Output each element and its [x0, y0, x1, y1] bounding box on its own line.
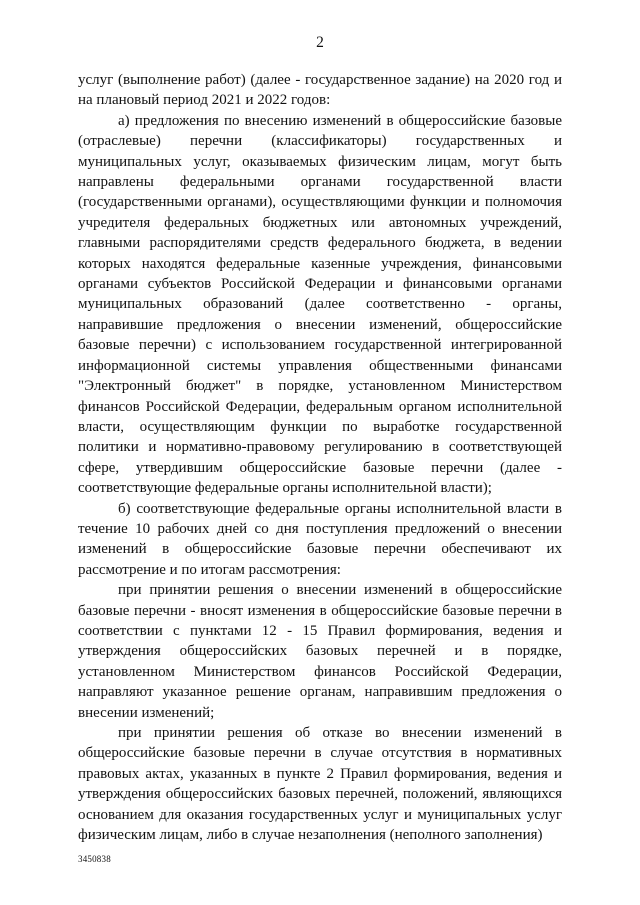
- paragraph-decision-accept: при принятии решения о внесении изменений в общероссийские базовые перечни - вносят изменения в общероссийские базовые перечни в соответствии с пунктами 12 - 15 Правил формирования, ведения и утверждения общероссийских базовых перечней и в порядке, установленном Министерством финансов Российской Федерации, направляют указанное решение органам, направившим предложения о внесении изменений;: [78, 582, 562, 721]
- paragraph-item-b: б) соответствующие федеральные органы исполнительной власти в течение 10 рабочих дней со дня поступления предложений о внесении изменений в общероссийские базовые перечни обеспечивают их рассмотрение и по итогам рассмотрения:: [78, 500, 562, 578]
- paragraph-intro-continuation: услуг (выполнение работ) (далее - государственное задание) на 2020 год и на плановый период 2021 и 2022 годов:: [78, 72, 562, 109]
- page-number: 2: [316, 34, 324, 51]
- document-body: [78, 70, 562, 845]
- paragraph-decision-reject: при принятии решения об отказе во внесении изменений в общероссийские базовые перечни в случае отсутствия в нормативных правовых актах, указанных в пункте 2 Правил формирования, ведения и утверждения общероссийских базовых перечней, положений, являющихся основанием для оказания государственных услуг и муниципальных услуг физическим лицам, либо в случае незаполнения (неполного заполнения): [78, 725, 562, 844]
- paragraph-item-a: а) предложения по внесению изменений в общероссийские базовые (отраслевые) перечни (классификаторы) государственных и муниципальных услуг, оказываемых физическим лицам, могут быть направлены федеральными органами государственной власти (государственными органами), осуществляющими функции и полномочия учредителя федеральных бюджетных или автономных учреждений, главными распорядителями средств федерального бюджета, в ведении которых находятся федеральные казенные учреждения, финансовыми органами субъектов Российской Федерации и финансовыми органами муниципальных образований (далее соответственно - органы, направившие предложения о внесении изменений, общероссийские базовые перечни) с использованием государственной интегрированной информационной системы управления общественными финансами "Электронный бюджет" в порядке, установленном Министерством финансов Российской Федерации, федеральным органом исполнительной власти, осуществляющим функции по выработке государственной политики и нормативно-правовому регулированию в соответствующей сфере, утвердившим общероссийские базовые перечни (далее - соответствующие федеральные органы исполнительной власти);: [78, 112, 562, 497]
- document-code: 3450838: [78, 854, 111, 864]
